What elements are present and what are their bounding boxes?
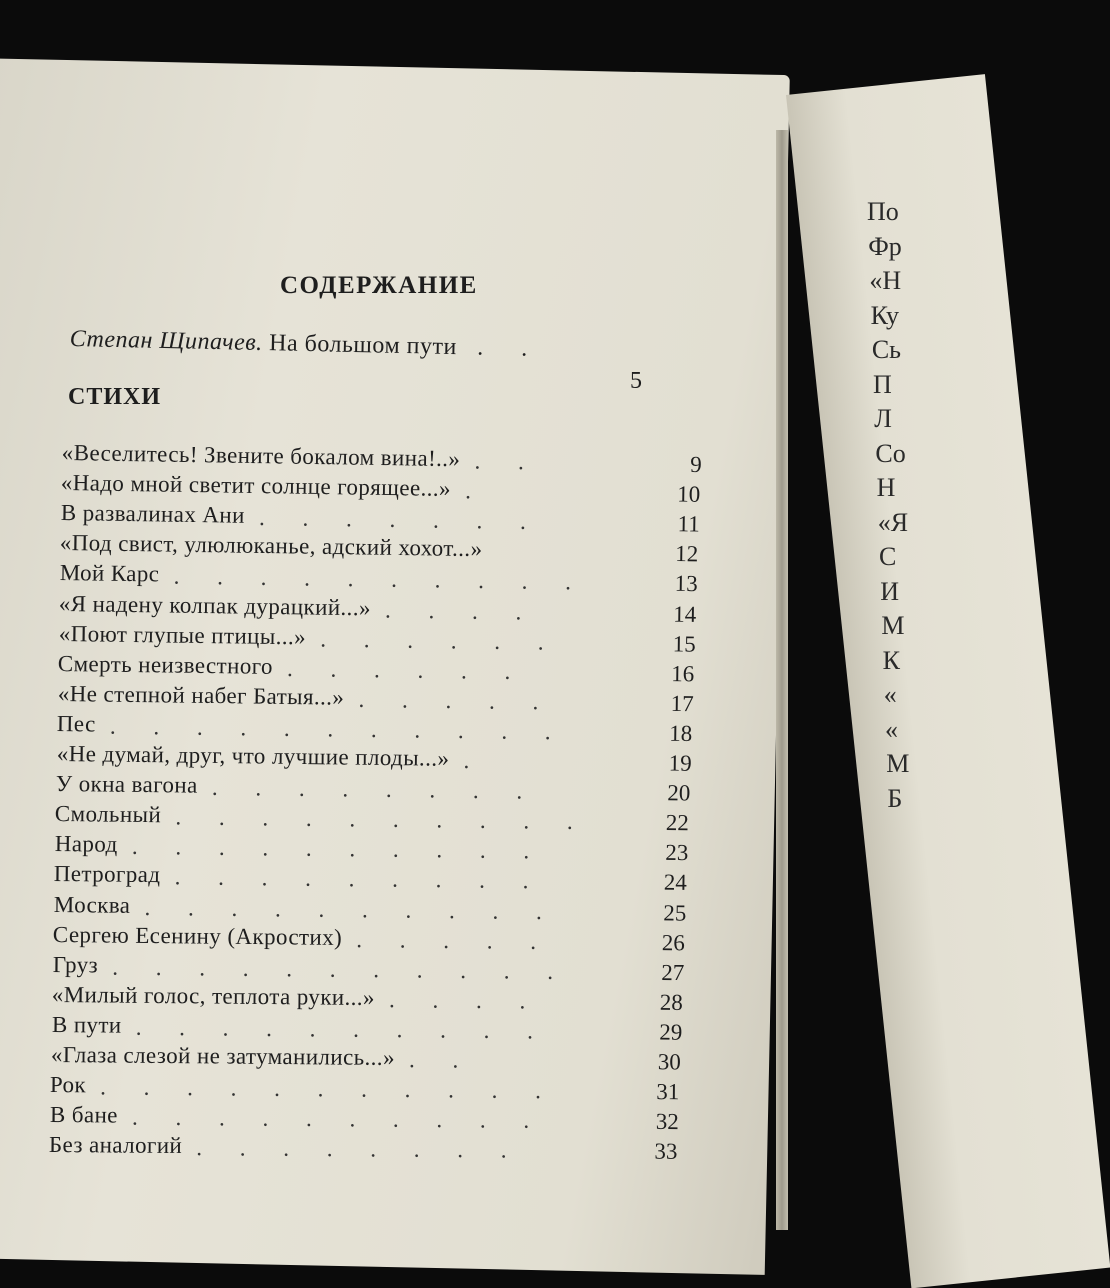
- entry-title: «Милый голос, теплота руки...»: [51, 981, 376, 1010]
- entry-title: Без аналогий: [49, 1132, 183, 1159]
- entry-title: Рок: [50, 1072, 87, 1098]
- entry-leader-dots: . .: [409, 1047, 475, 1073]
- entry-page-number: 30: [657, 1049, 681, 1075]
- entry-title: «Надо мной светит солнце горящее...»: [61, 470, 452, 502]
- entry-title: Пес: [56, 710, 96, 737]
- entry-title: Москва: [53, 891, 131, 918]
- intro-author: Степан Щипачев.: [69, 326, 263, 357]
- right-page-line: Фр: [868, 231, 902, 261]
- right-page-line: Л: [874, 404, 892, 433]
- entry-title: Народ: [54, 831, 118, 857]
- entry-page-number: 14: [673, 601, 697, 627]
- entry-title: В пути: [51, 1011, 122, 1038]
- right-page: [786, 74, 1110, 1288]
- entry-leader-dots: . . . . . .: [319, 626, 560, 655]
- entry-page-number: 29: [658, 1019, 683, 1045]
- entry-page-number: 10: [677, 481, 701, 507]
- entry-page-number: 18: [669, 720, 693, 746]
- entry-page-number: 24: [663, 869, 688, 896]
- entry-leader-dots: . . . .: [389, 986, 542, 1014]
- entry-title: «Я надену колпак дурацкий...»: [58, 590, 372, 620]
- entry-leader-dots: . . . . . . . . . . .: [100, 1074, 558, 1104]
- entry-leader-dots: . . . . . . . .: [211, 774, 539, 804]
- entry-page-number: 20: [667, 780, 691, 806]
- entry-page-number: 32: [655, 1109, 679, 1135]
- right-page-line: Со: [875, 438, 906, 468]
- entry-leader-dots: . . . . . . . . . .: [131, 1104, 546, 1134]
- entry-leader-dots: . . . . . . . . . . .: [111, 954, 569, 984]
- right-page-line: И: [880, 576, 899, 606]
- entry-page-number: 12: [675, 541, 699, 567]
- intro-title: На большом пути: [268, 330, 458, 361]
- entry-leader-dots: . .: [474, 448, 541, 475]
- section-heading: СТИХИ: [68, 384, 162, 410]
- entry-page-number: 9: [689, 451, 702, 478]
- entry-page-number: 11: [677, 511, 700, 537]
- right-page-line: К: [882, 645, 900, 675]
- entry-leader-dots: . . . . . . . .: [196, 1135, 524, 1163]
- page-title: СОДЕРЖАНИЕ: [280, 272, 478, 299]
- right-page-line: Н: [876, 473, 896, 502]
- entry-leader-dots: . . . . .: [356, 926, 553, 954]
- entry-title: «Под свист, улюлюканье, адский хохот...»: [59, 530, 484, 562]
- entry-leader-dots: .: [465, 478, 488, 504]
- entry-title: У окна вагона: [55, 771, 198, 798]
- entry-page-number: 13: [674, 571, 698, 597]
- entry-page-number: 15: [672, 630, 696, 657]
- intro-dots: . .: [477, 334, 544, 362]
- entry-title: Смольный: [55, 801, 162, 828]
- entry-leader-dots: . . . . . . . . . .: [175, 804, 590, 835]
- toc-entry: [49, 1132, 678, 1167]
- entry-title: Сергею Есенину (Акростих): [52, 921, 343, 950]
- right-page-line: М: [881, 611, 905, 640]
- entry-leader-dots: . . . . . . .: [258, 505, 542, 535]
- entry-page-number: 26: [661, 929, 686, 955]
- entry-title: «Не степной набег Батыя...»: [57, 680, 345, 710]
- entry-page-number: 17: [670, 690, 694, 717]
- entry-title: «Веселитесь! Звените бокалом вина!..»: [61, 440, 461, 472]
- entry-page-number: 23: [665, 840, 689, 866]
- entry-leader-dots: .: [462, 747, 486, 774]
- right-page-line: Сь: [871, 335, 902, 364]
- intro-page-number: 5: [630, 368, 642, 394]
- entry-title: Груз: [52, 951, 98, 978]
- intro-entry: [69, 326, 543, 363]
- entry-page-number: 31: [656, 1079, 680, 1105]
- right-page-line: П: [873, 369, 892, 399]
- entry-title: В бане: [49, 1102, 118, 1128]
- entry-leader-dots: . . . . . . . . . .: [131, 834, 546, 864]
- entry-page-number: 27: [660, 959, 685, 985]
- entry-page-number: 19: [668, 750, 692, 776]
- entry-leader-dots: . . . . . .: [287, 655, 527, 684]
- entry-leader-dots: . . . . . . . . . .: [135, 1014, 549, 1044]
- right-page-line: С: [879, 542, 897, 571]
- entry-title: Мой Карс: [59, 560, 160, 587]
- entry-title: «Глаза слезой не затуманились...»: [50, 1042, 396, 1071]
- entry-leader-dots: . . . . . . . . .: [174, 864, 545, 894]
- entry-page-number: 22: [666, 810, 690, 836]
- right-page-line: Ку: [870, 300, 899, 330]
- entry-title: Смерть неизвестного: [57, 650, 274, 679]
- right-page-text: [867, 195, 915, 816]
- entry-leader-dots: . . . . . . . . . .: [144, 894, 558, 924]
- entry-page-number: 16: [671, 660, 695, 687]
- right-page-line: М: [886, 749, 910, 778]
- right-page-line: «: [883, 680, 897, 709]
- entry-page-number: 28: [659, 989, 684, 1015]
- right-page-line: «Н: [869, 266, 902, 295]
- entry-title: В развалинах Ани: [60, 500, 245, 528]
- right-page-line: «: [885, 714, 898, 744]
- entry-leader-dots: . . . . . . . . . .: [173, 564, 587, 595]
- entry-leader-dots: . . . . . . . . . . .: [109, 713, 567, 745]
- entry-page-number: 25: [662, 899, 687, 926]
- right-page-line: По: [867, 197, 899, 226]
- entry-leader-dots: . . . . .: [358, 686, 555, 715]
- right-page-line: «Я: [877, 507, 909, 537]
- entry-title: Петроград: [54, 861, 161, 888]
- entry-title: «Поют глупые птицы...»: [58, 620, 306, 649]
- entry-leader-dots: . . . .: [385, 597, 538, 625]
- right-page-line: Б: [887, 783, 903, 813]
- entry-title: «Не думай, друг, что лучшие плоды...»: [56, 741, 450, 771]
- entry-page-number: 33: [654, 1138, 678, 1165]
